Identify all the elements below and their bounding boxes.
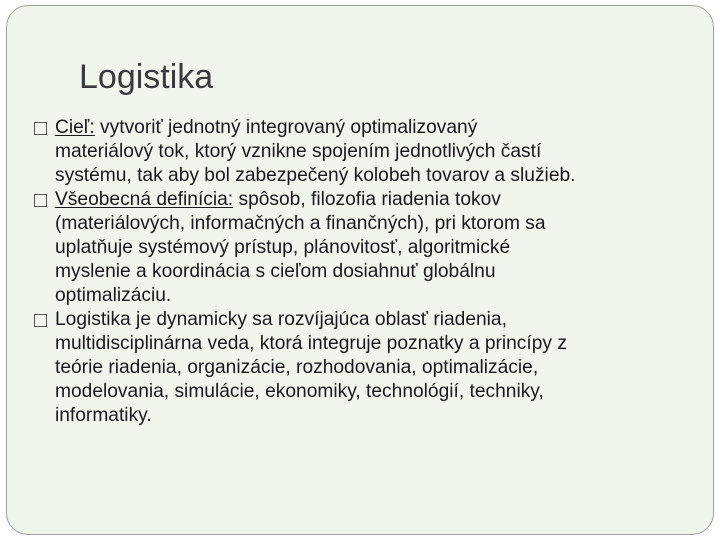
bullet-line: optimalizáciu.: [55, 285, 172, 306]
bullet-term: Cieľ:: [55, 117, 95, 138]
bullet-line: Cieľ: vytvoriť jednotný integrovaný optimalizovaný: [55, 117, 478, 138]
square-bullet-icon: [34, 122, 47, 135]
bullet-line: systému, tak aby bol zabezpečený kolobeh tovarov a služieb.: [55, 165, 576, 186]
slide-title: Logistika: [79, 58, 214, 96]
bullet-line: materiálový tok, ktorý vznikne spojením jednotlivých častí: [55, 141, 542, 162]
bullet-item-dynamic: [34, 308, 700, 428]
bullet-line: Všeobecná definícia: spôsob, filozofia riadenia tokov: [55, 189, 501, 210]
bullet-term: Všeobecná definícia:: [55, 189, 234, 210]
bullet-line: uplatňuje systémový prístup, plánovitosť, algoritmické: [55, 237, 511, 258]
square-bullet-icon: [34, 194, 47, 207]
bullet-item-goal: [34, 116, 700, 188]
bullet-item-definition: [34, 188, 700, 308]
bullet-line: teórie riadenia, organizácie, rozhodovania, optimalizácie,: [55, 357, 539, 378]
bullet-line: (materiálových, informačných a finančných), pri ktorom sa: [55, 213, 546, 234]
square-bullet-icon: [34, 314, 47, 327]
bullet-line: modelovania, simulácie, ekonomiky, technológií, techniky,: [55, 381, 544, 402]
bullet-line: multidisciplinárna veda, ktorá integruje poznatky a princípy z: [55, 333, 567, 354]
bullet-list: [34, 116, 700, 428]
bullet-line: informatiky.: [55, 405, 152, 426]
bullet-line: myslenie a koordinácia s cieľom dosiahnuť globálnu: [55, 261, 496, 282]
bullet-line: Logistika je dynamicky sa rozvíjajúca oblasť riadenia,: [55, 309, 507, 330]
